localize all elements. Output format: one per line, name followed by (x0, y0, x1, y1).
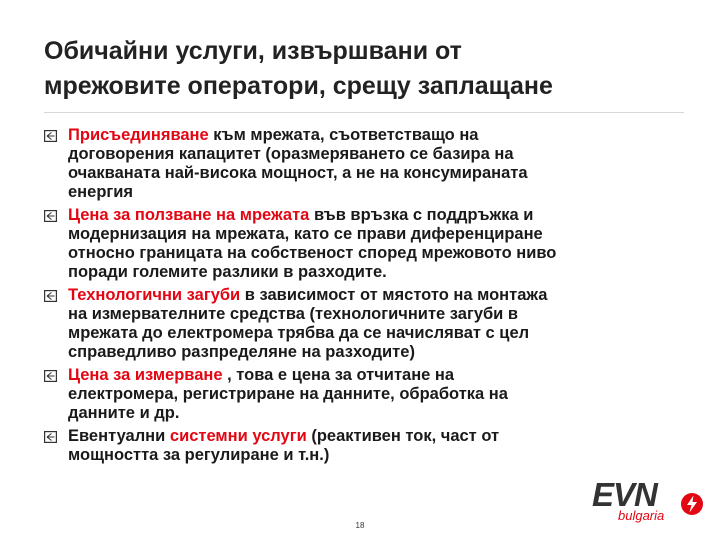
bullet-line (68, 366, 684, 385)
bullet-item (44, 206, 684, 282)
logo-subtitle: bulgaria (618, 508, 665, 523)
bullet-line: очакваната най-висока мощност, а не на консумираната (68, 164, 528, 182)
bullet-line (68, 427, 684, 446)
bullet-prefix: Евентуални (68, 427, 170, 445)
bullet-line: мрежата до електромера трябва да се начисляват с цел (68, 324, 530, 342)
slide-title (44, 34, 684, 104)
checkbox-bullet-icon (44, 370, 57, 382)
logo-wordmark: EVN (592, 476, 657, 513)
bullet-line (68, 126, 684, 145)
bullet-highlight: Цена за ползване на мрежата (68, 206, 310, 224)
bullet-line: модернизация на мрежата, като се прави диференциране (68, 225, 543, 243)
bullet-line-text: (реактивен ток, част от (306, 427, 500, 445)
checkbox-bullet-icon (44, 290, 57, 302)
bullet-line-text: към мрежата, съответстващо на (208, 126, 479, 144)
checkbox-bullet-icon (44, 431, 57, 443)
bullet-highlight: системни услуги (169, 427, 307, 445)
page-number: 18 (355, 521, 365, 530)
bullet-line: мощността за регулиране и т.н.) (68, 446, 330, 464)
bullet-highlight: Присъединяване (68, 126, 209, 144)
evn-logo (592, 478, 712, 528)
bullet-line: справедливо разпределяне на разходите) (68, 343, 415, 361)
bullet-line (68, 206, 684, 225)
bullet-line: относно границата на собственост според мрежовото ниво (68, 244, 557, 262)
bullet-line: поради големите разлики в разходите. (68, 263, 387, 281)
bullet-line: данните и др. (68, 404, 180, 422)
bullet-line: енергия (68, 183, 134, 201)
bullet-item (44, 126, 684, 202)
lightning-bolt-icon (680, 492, 704, 516)
bullet-highlight: Цена за измерване (68, 366, 223, 384)
bullet-line (68, 286, 684, 305)
checkbox-bullet-icon (44, 130, 57, 142)
bullet-line: електромера, регистриране на данните, обработка на (68, 385, 508, 403)
bullet-line: договорения капацитет (оразмеряването се базира на (68, 145, 514, 163)
bullet-item (44, 366, 684, 423)
bullet-item (44, 427, 684, 465)
checkbox-bullet-icon (44, 210, 57, 222)
bullet-item (44, 286, 684, 362)
bullet-highlight: Технологични загуби (68, 286, 241, 304)
bullet-list (44, 126, 684, 469)
slide-title-line-2: мрежовите оператори, срещу заплащане (44, 72, 553, 100)
bullet-line: на измервателните средства (технологичните загуби в (68, 305, 519, 323)
title-divider (44, 112, 684, 113)
bullet-line-text: във връзка с поддръжка и (309, 206, 534, 224)
bullet-line-text: , това е цена за отчитане на (222, 366, 455, 384)
bullet-line-text: в зависимост от мястото на монтажа (240, 286, 548, 304)
slide-title-line-1: Обичайни услуги, извършвани от (44, 37, 462, 65)
